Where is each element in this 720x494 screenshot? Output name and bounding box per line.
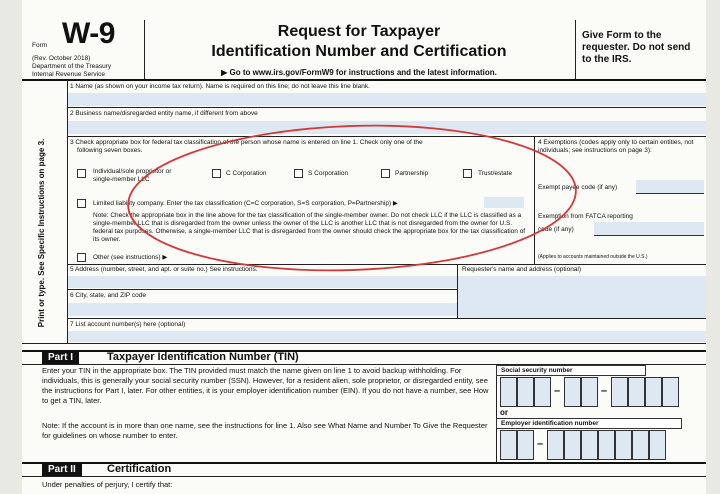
instructions-link[interactable]: ▶ Go to www.irs.gov/FormW9 for instructions and the latest information. [221, 68, 497, 77]
part1-body: Enter your TIN in the appropriate box. The TIN provided must match the name given on line 1 to avoid backup withholding. For individuals, this is generally your social security number (SSN). However, for a resident alien, sole proprietor, or disregarded entity, see the instructions for Part I, later. For other entities, it is your employer identification number (EIN). If you do not have a number, see How to get a TIN, later. [42, 366, 489, 405]
individual-label: Individual/sole proprietor or single-member LLC [93, 168, 172, 183]
form-title-line2: Identification Number and Certification [211, 43, 507, 60]
part1-label: Part I [42, 351, 79, 364]
llc-label: Limited liability company. Enter the tax classification (C=C corporation, S=S corporation, P=Partnership) ▶ [93, 200, 398, 207]
fatca-applies-note: (Applies to accounts maintained outside the U.S.) [538, 254, 648, 260]
c-corp-label: C Corporation [226, 170, 267, 177]
red-annotation-ellipse [22, 0, 706, 494]
irs-label: Internal Revenue Service [32, 71, 105, 78]
requester-label: Requester's name and address (optional) [462, 266, 582, 273]
w9-form [22, 0, 706, 494]
llc-note: Note: Check the appropriate box in the line above for the tax classification of the single-member owner. Do not check LLC if the LLC is classified as a single-member LLC that is disregarded from the owner unless the owner of the LLC is another LLC that is not disregarded from the owner for U.S. federal tax purposes. Otherwise, a single-member LLC that is disregarded from the owner should check the appropriate box for the tax classification of its owner. [93, 212, 526, 243]
form-number: W-9 [62, 17, 115, 50]
exemptions-heading: 4 Exemptions (codes apply only to certain entities, not individuals; see instructions on page 3): [538, 139, 694, 154]
exempt-payee-label: Exempt payee code (if any) [538, 184, 618, 191]
other-label: Other (see instructions) ▶ [93, 254, 168, 261]
ssn-dash-2: – [601, 385, 608, 397]
line3-intro: 3 Check appropriate box for federal tax classification of the person whose name is entered on line 1. Check only one of the [70, 139, 423, 146]
trust-estate-label: Trust/estate [478, 170, 513, 177]
ssn-dash-1: – [554, 385, 561, 397]
partnership-label: Partnership [395, 170, 429, 177]
s-corp-label: S Corporation [308, 170, 349, 177]
side-label: Print or type. See Specific Instructions on page 3. [37, 138, 46, 328]
part2-title: Certification [107, 463, 172, 475]
line1-label: 1 Name (as shown on your income tax return). Name is required on this line; do not leave this line blank. [70, 83, 370, 90]
part2-body: Under penalties of perjury, I certify that: [42, 480, 173, 489]
line5-label: 5 Address (number, street, and apt. or suite no.) See instructions. [70, 266, 258, 273]
form-word: Form [32, 42, 48, 49]
revision-date: (Rev. October 2018) [32, 55, 91, 62]
line7-label: 7 List account number(s) here (optional) [70, 321, 186, 328]
ssn-label: Social security number [496, 365, 646, 376]
part1-note: Note: If the account is in more than one name, see the instructions for line 1. Also see What Name and Number To Give the Requester for guidelines on whose number to enter. [42, 421, 488, 440]
line2-label: 2 Business name/disregarded entity name, if different from above [70, 110, 258, 117]
ein-dash: – [537, 438, 544, 450]
or-label: or [500, 408, 508, 417]
fatca-label: Exemption from FATCA reporting [538, 213, 633, 220]
line6-label: 6 City, state, and ZIP code [70, 292, 146, 299]
department-label: Department of the Treasury [32, 63, 112, 70]
line3-intro-b: following seven boxes. [77, 147, 143, 154]
fatca-label-b: code (if any) [538, 226, 574, 233]
ein-label: Employer identification number [496, 418, 682, 429]
part1-title: Taxpayer Identification Number (TIN) [107, 351, 299, 363]
form-title-line1: Request for Taxpayer [277, 23, 441, 40]
part2-label: Part II [42, 463, 82, 476]
give-form-notice: Give Form to the requester. Do not send to the IRS. [582, 30, 691, 65]
